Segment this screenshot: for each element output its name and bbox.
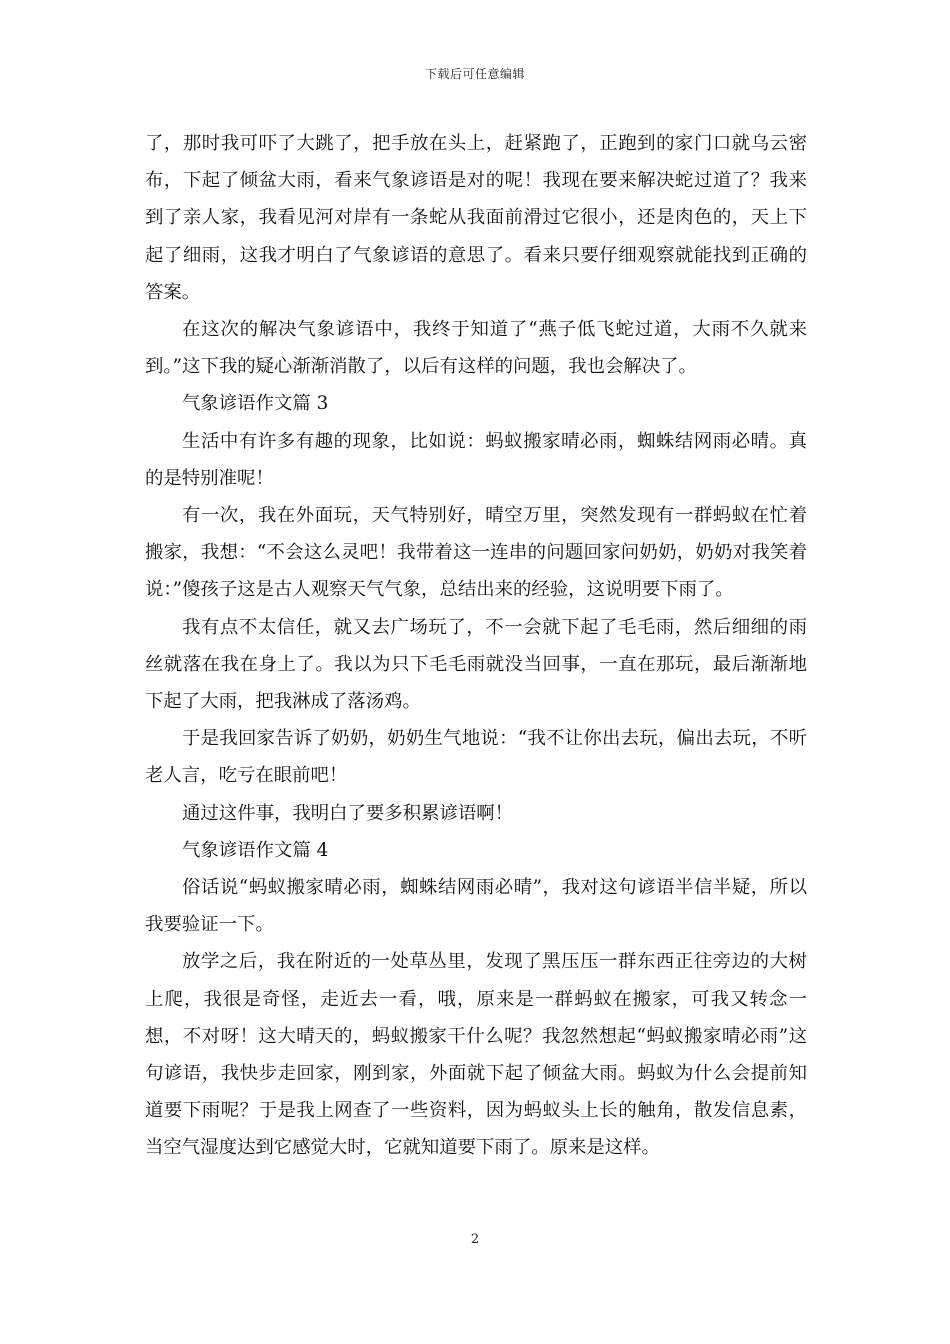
paragraph-3: 生活中有许多有趣的现象，比如说：蚂蚁搬家晴必雨，蜘蛛结网雨必晴。真的是特别准呢！ [145,430,807,489]
paragraph-8: 俗话说“蚂蚁搬家晴必雨，蜘蛛结网雨必晴”，我对这句谚语半信半疑，所以我要验证一下。 [145,877,807,936]
paragraph-5: 我有点不太信任，就又去广场玩了，不一会就下起了毛毛雨，然后细细的雨丝就落在我在身上了。我以为只下毛毛雨就没当回事，一直在那玩，最后渐渐地下起了大雨，把我淋成了落汤鸡。 [145,616,807,713]
paragraph-4: 有一次，我在外面玩，天气特别好，晴空万里，突然发现有一群蚂蚁在忙着搬家，我想：“不会这么灵吧！我带着这一连串的问题回家问奶奶，奶奶对我笑着说：”傻孩子这是古人观察天气气象，总结出来的经验，这说明要下雨了。 [145,505,807,601]
document-body [145,125,807,1167]
section-heading-4: 气象谚语作文篇 4 [182,839,329,861]
section-heading-3: 气象谚语作文篇 3 [182,393,329,415]
paragraph-7: 通过这件事，我明白了要多积累谚语啊！ [182,802,514,824]
paragraph-9: 放学之后，我在附近的一处草丛里，发现了黑压压一群东西正往旁边的大树上爬，我很是奇怪，走近去一看，哦，原来是一群蚂蚁在搬家，可我又转念一想，不对呀！这大晴天的，蚂蚁搬家干什么呢？我忽然想起“蚂蚁搬家晴必雨”这句谚语，我快步走回家，刚到家，外面就下起了倾盆大雨。蚂蚁为什么会提前知道要下雨呢？于是我上网查了一些资料，因为蚂蚁头上长的触角，散发信息素，当空气湿度达到它感觉大时，它就知道要下雨了。原来是这样。 [145,951,807,1159]
paragraph-1: 了，那时我可吓了大跳了，把手放在头上，赶紧跑了，正跑到的家门口就乌云密布，下起了倾盆大雨，看来气象谚语是对的呢！我现在要来解决蛇过道了？我来到了亲人家，我看见河对岸有一条蛇从我面前滑过它很小，还是肉色的，天上下起了细雨，这我才明白了气象谚语的意思了。看来只要仔细观察就能找到正确的答案。 [145,133,807,303]
page-number: 2 [470,1232,480,1247]
page-header: 下载后可任意编辑 [424,67,525,81]
paragraph-2: 在这次的解决气象谚语中，我终于知道了“燕子低飞蛇过道，大雨不久就来到。”这下我的疑心渐渐消散了，以后有这样的问题，我也会解决了。 [145,319,807,378]
paragraph-6: 于是我回家告诉了奶奶，奶奶生气地说：“我不让你出去玩，偏出去玩，不听老人言，吃亏在眼前吧！ [145,728,807,787]
